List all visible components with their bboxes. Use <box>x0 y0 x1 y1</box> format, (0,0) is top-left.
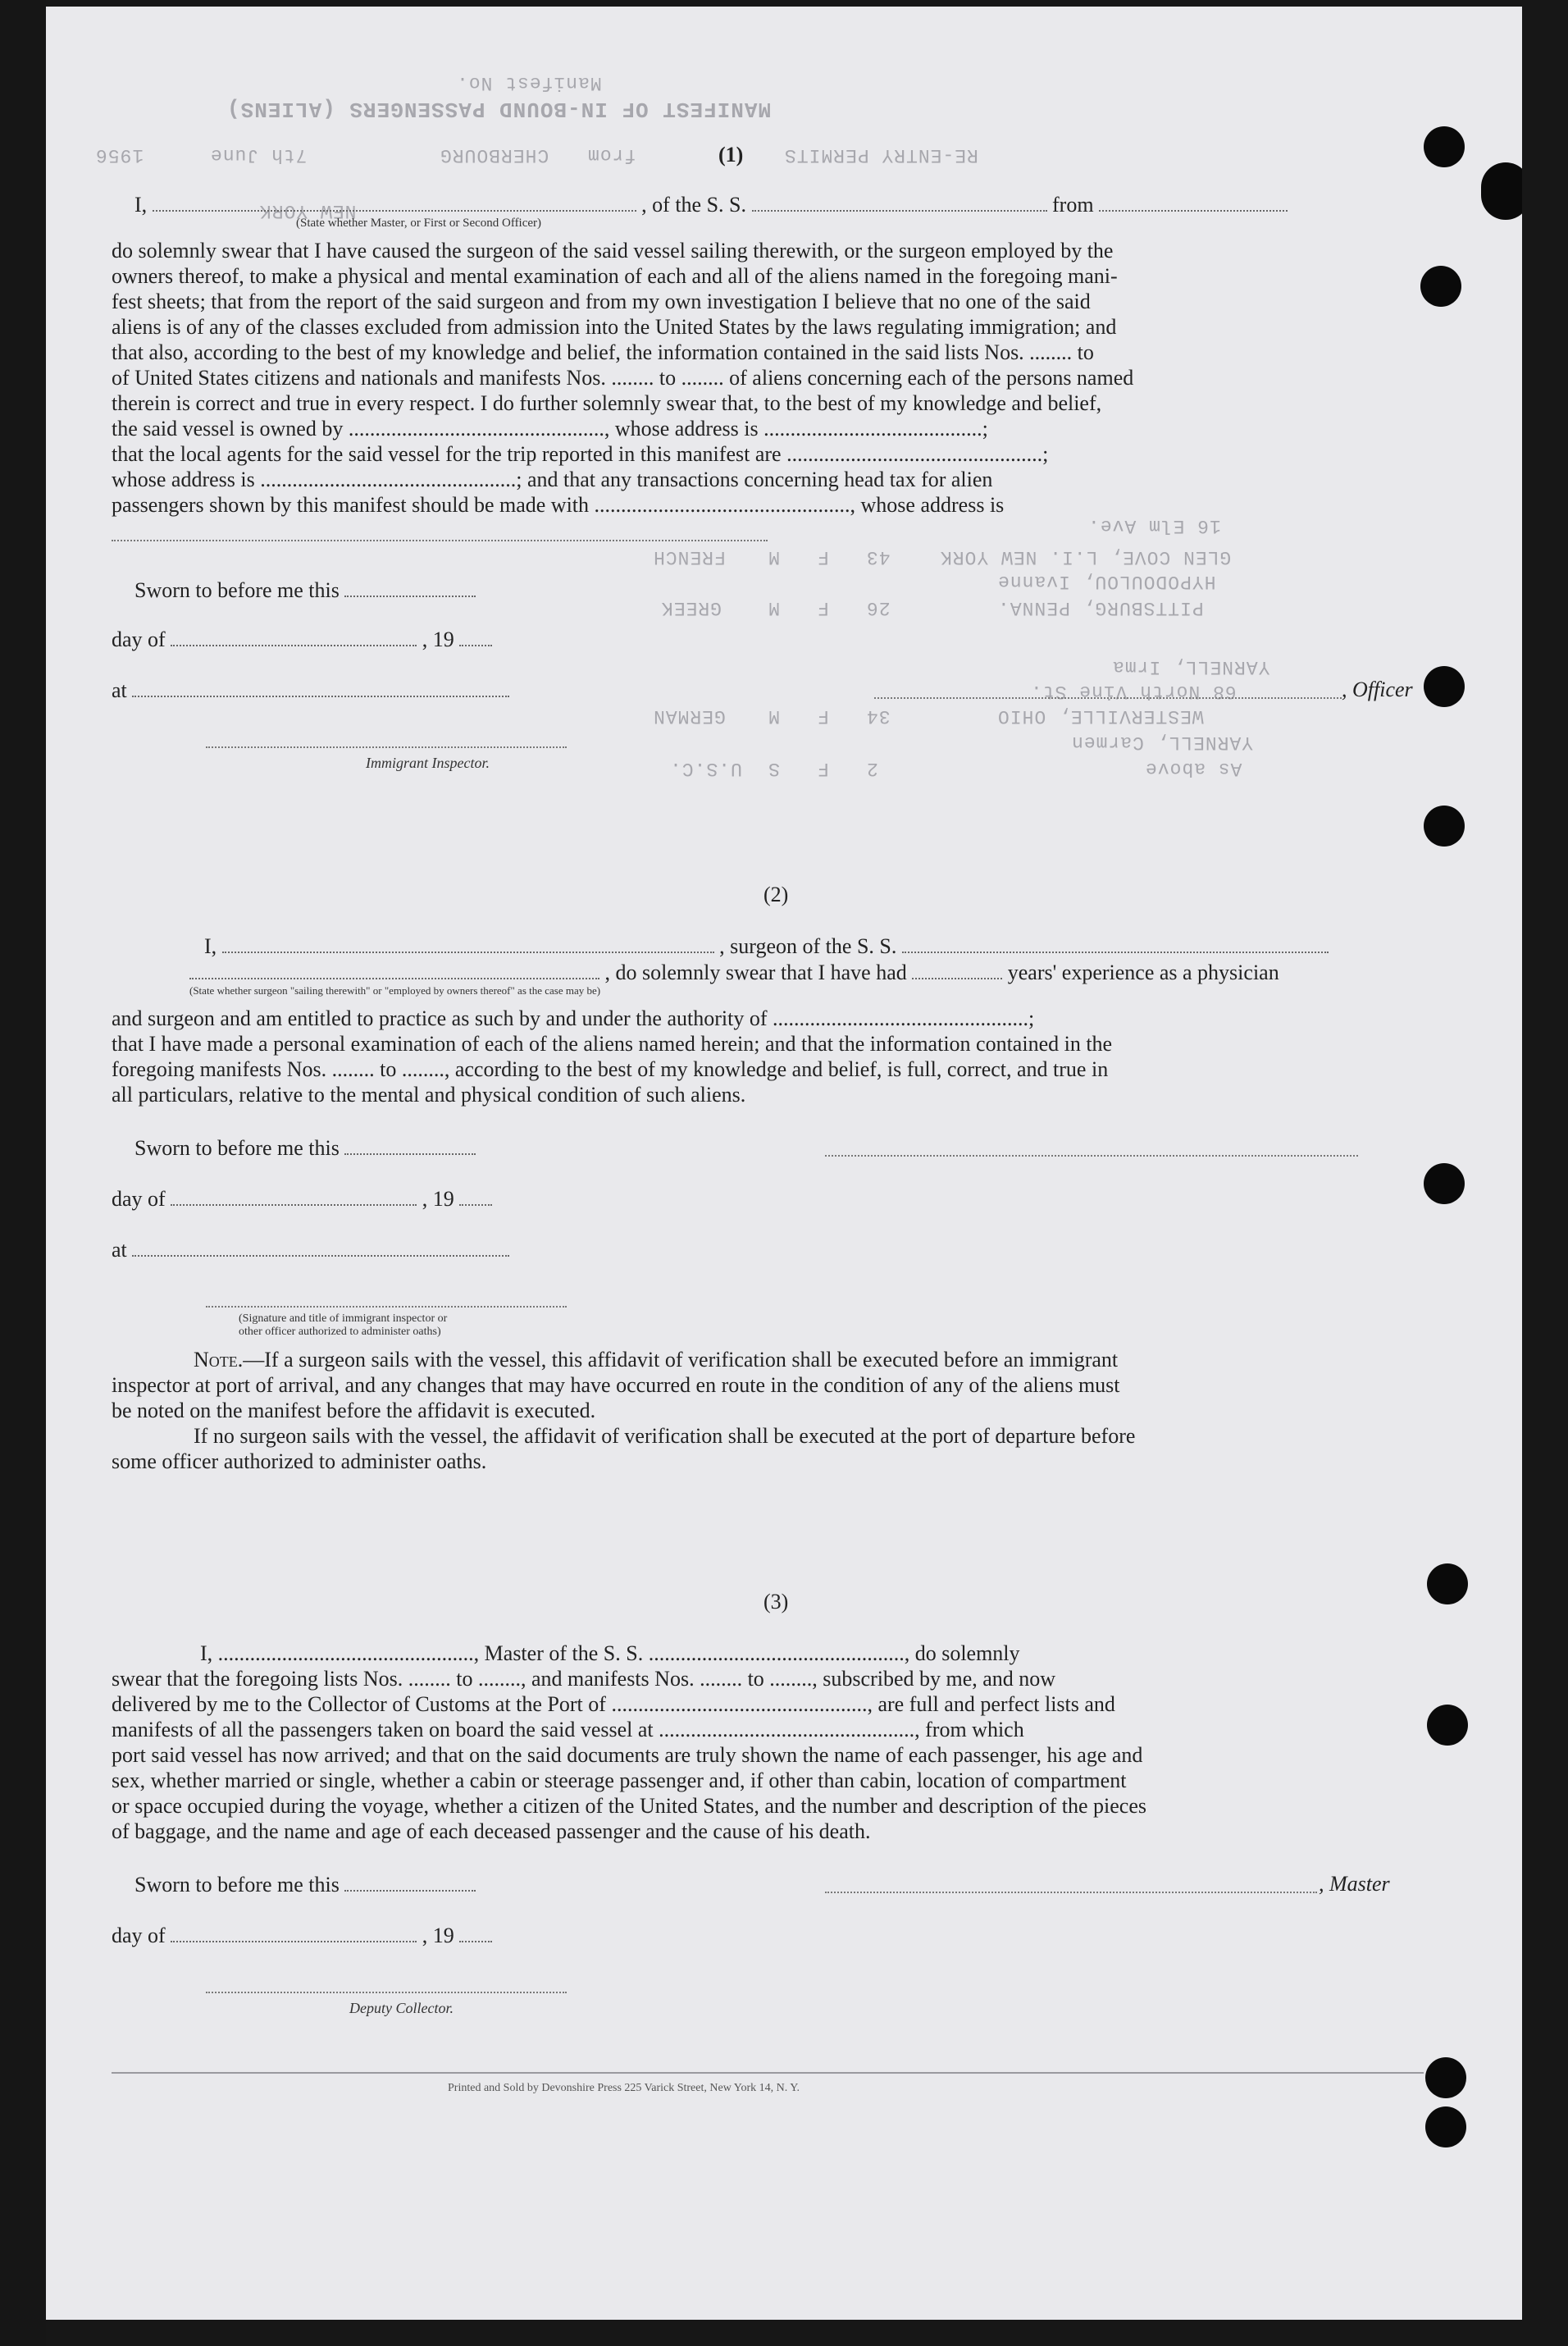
sworn-day-field[interactable] <box>344 577 476 597</box>
ghost-row-nation: GREEK <box>661 597 722 618</box>
nineteen-label: , 19 <box>422 1924 454 1947</box>
master-label: , Master <box>1319 1872 1390 1896</box>
ghost-row-place: PITTSBURG, PENNA. <box>997 597 1204 618</box>
section1-oath-line <box>134 192 1288 217</box>
footer-rule <box>112 2072 1424 2074</box>
section3-para-line: port said vessel has now arrived; and that on the said documents are truly shown the name of each passenger, his age and <box>112 1743 1143 1767</box>
surgeon-vessel-field[interactable] <box>902 933 1329 953</box>
section1-at-line <box>112 678 509 703</box>
section1-para-line: do solemnly swear that I have caused the surgeon of the said vessel sailing therewith, or the surgeon employed by the <box>112 239 1114 262</box>
ghost-row-sex: F <box>817 597 829 618</box>
ghost-row-place: 16 Elm Ave. <box>1087 515 1221 536</box>
day-of-field[interactable] <box>171 1923 417 1942</box>
section2-para-line: foregoing manifests Nos. ........ to ........, according to the best of my knowledge and belief, is full, correct, and true in <box>112 1057 1109 1081</box>
ghost-row-status: M <box>768 705 780 727</box>
ghost-row-age: 26 <box>866 597 891 618</box>
at-label: at <box>112 1238 127 1262</box>
year-field[interactable] <box>459 1923 492 1942</box>
section1-para-line: fest sheets; that from the report of the said surgeon and from my own investigation I believe that no one of the said <box>112 290 1091 313</box>
section1-day-line <box>112 627 492 652</box>
from-port-field[interactable] <box>1099 192 1288 212</box>
section2-i: I, <box>204 934 217 958</box>
sworn-label: Sworn to before me this <box>134 1136 340 1160</box>
ghost-ny: NEW YORK <box>259 200 357 221</box>
section2-note <box>112 1347 1424 1474</box>
section1-number: (1) <box>718 143 744 167</box>
sig-note-1: (Signature and title of immigrant inspector or <box>239 1312 448 1325</box>
section2-surgeon-note: (State whether surgeon "sailing therewith" or "employed by owners thereof" as the case may be) <box>189 984 601 997</box>
note-line: some officer authorized to administer oaths. <box>112 1449 487 1473</box>
ghost-row-status: S <box>768 758 780 779</box>
vessel-name-field[interactable] <box>752 192 1047 212</box>
ghost-row-age: 43 <box>866 546 891 568</box>
section1-para-line: of United States citizens and nationals and manifests Nos. ........ to ........ of aliens concerning each of the persons named <box>112 366 1134 390</box>
section3-para-line: delivered by me to the Collector of Customs at the Port of ................................................, are full and perfect lists and <box>112 1692 1115 1716</box>
section3-para-line: or space occupied during the voyage, whether a citizen of the United States, and the number and description of the pieces <box>112 1794 1147 1818</box>
section2-surgeon-line <box>204 933 1329 959</box>
punch-hole <box>1424 806 1465 847</box>
sig-note-2: other officer authorized to administer oaths) <box>239 1326 441 1338</box>
ghost-row-place: GLEN COVE, L.I. NEW YORK <box>940 546 1232 568</box>
ghost-date: 7th June <box>210 144 308 166</box>
officer-name-field[interactable] <box>153 192 636 212</box>
section1-para-line: aliens is of any of the classes excluded from admission into the United States by the laws regulating immigration; and <box>112 315 1117 339</box>
ghost-row-place: HYPODOULOU, Ivanne <box>997 571 1216 592</box>
ghost-manifest-no: Manifest No. <box>456 72 602 94</box>
section3-paragraph <box>112 1641 1424 1844</box>
section1-para-line: that the local agents for the said vessel for the trip reported in this manifest are ................................................; <box>112 442 1049 466</box>
section2-sworn-line <box>134 1135 476 1161</box>
collector-label: Deputy Collector. <box>349 2000 454 2016</box>
section1-para-line: the said vessel is owned by ................................................, whose address is .........................................; <box>112 417 988 440</box>
ghost-row-place: As above <box>1145 758 1242 779</box>
section1-para-line: passengers shown by this manifest should be made with ................................................, whose address is <box>112 493 1005 517</box>
ghost-row-place: 68 North Vine St. <box>1030 681 1237 702</box>
at-label: at <box>112 678 127 702</box>
nineteen-label: , 19 <box>422 1187 454 1211</box>
sworn-label: Sworn to before me this <box>134 578 340 602</box>
year-field[interactable] <box>459 627 492 646</box>
punch-hole <box>1424 1163 1465 1204</box>
section1-para-line: owners thereof, to make a physical and mental examination of each and all of the aliens named in the foregoing mani- <box>112 264 1118 288</box>
punch-hole <box>1424 666 1465 707</box>
section3-sworn-line <box>134 1872 476 1897</box>
ghost-from: from <box>587 144 636 166</box>
note-line: inspector at port of arrival, and any changes that may have occurred en route in the condition of any of the aliens must <box>112 1373 1120 1397</box>
surgeon-name-field[interactable] <box>222 933 714 953</box>
ghost-row-status: M <box>768 546 780 568</box>
ghost-row-place: YARNELL, Irma <box>1112 656 1270 678</box>
section1-officer-note: (State whether Master, or First or Second Officer) <box>296 217 542 230</box>
section1-para-line: whose address is ................................................; and that any transactions concerning head tax for alien <box>112 468 993 491</box>
day-of-field[interactable] <box>171 1186 417 1206</box>
section1-of-ss: , of the S. S. <box>641 193 747 217</box>
punch-hole <box>1427 1705 1468 1746</box>
day-of-label: day of <box>112 628 166 651</box>
section3-para-line: swear that the foregoing lists Nos. ........ to ........, and manifests Nos. ........ to ........, subscribed by me, and now <box>112 1667 1056 1691</box>
section3-number: (3) <box>763 1590 789 1613</box>
section2-para-line: and surgeon and am entitled to practice as such by and under the authority of ................................................; <box>112 1006 1035 1030</box>
section2-at-line <box>112 1237 509 1262</box>
collector-signature-field[interactable] <box>206 1992 567 1993</box>
years-experience-field[interactable] <box>912 960 1002 979</box>
officer-label: , Officer <box>1342 678 1413 701</box>
master-signature-field[interactable] <box>825 1892 1317 1893</box>
ghost-row-sex: F <box>817 758 829 779</box>
document-sheet <box>46 7 1522 2320</box>
punch-hole <box>1427 1563 1468 1604</box>
ghost-row-nation: FRENCH <box>653 546 726 568</box>
section2-surgeon-of: , surgeon of the S. S. <box>719 934 897 958</box>
note-line: If no surgeon sails with the vessel, the affidavit of verification shall be executed at the port of departure before <box>194 1424 1136 1448</box>
ghost-row-age: 2 <box>866 758 878 779</box>
section2-para-line: all particulars, relative to the mental and physical condition of such aliens. <box>112 1083 746 1107</box>
punch-hole <box>1481 162 1522 220</box>
year-field[interactable] <box>459 1186 492 1206</box>
punch-hole <box>1425 2057 1466 2098</box>
ghost-year: 1956 <box>95 144 144 166</box>
day-of-label: day of <box>112 1924 166 1947</box>
section1-sworn-line <box>134 577 476 603</box>
ghost-row-nation: GERMAN <box>653 705 726 727</box>
punch-hole <box>1424 126 1465 167</box>
section1-para-line: that also, according to the best of my knowledge and belief, the information contained in the said lists Nos. ........ to <box>112 340 1094 364</box>
ghost-row-place: WESTERVILLE, OHIO <box>997 705 1204 727</box>
section2-paragraph <box>112 1006 1424 1107</box>
ghost-row-sex: F <box>817 705 829 727</box>
note-line: be noted on the manifest before the affidavit is executed. <box>112 1399 596 1422</box>
ghost-row-age: 34 <box>866 705 891 727</box>
section2-number: (2) <box>763 883 789 906</box>
section2-para-line: that I have made a personal examination of each of the aliens named herein; and that the information contained in the <box>112 1032 1113 1056</box>
ghost-port: CHERBOURG <box>440 144 549 166</box>
scan-left-edge <box>0 0 46 2346</box>
section1-para-line: therein is correct and true in every respect. I do further solemnly swear that, to the best of my knowledge and belief, <box>112 391 1102 415</box>
nineteen-label: , 19 <box>422 628 454 651</box>
section3-para-line: sex, whether married or single, whether a cabin or steerage passenger and, if other than cabin, location of compartment <box>112 1769 1127 1792</box>
section1-i: I, <box>134 193 148 217</box>
surgeon-type-field[interactable] <box>189 960 599 979</box>
sworn-day-field[interactable] <box>344 1872 476 1892</box>
ghost-row-status: M <box>768 597 780 618</box>
section1-paragraph <box>112 238 1424 518</box>
ghost-row-sex: F <box>817 546 829 568</box>
sworn-day-field[interactable] <box>344 1135 476 1155</box>
sworn-label: Sworn to before me this <box>134 1873 340 1896</box>
officer-signature-field[interactable] <box>874 697 1342 699</box>
punch-hole <box>1425 2106 1466 2147</box>
inspector-label: Immigrant Inspector. <box>366 755 490 771</box>
section1-from: from <box>1052 193 1094 217</box>
section2-swear-line <box>189 960 1279 985</box>
ghost-row-place: YARNELL, Carmen <box>1071 732 1254 753</box>
section1-address-rule[interactable] <box>112 540 768 541</box>
day-of-label: day of <box>112 1187 166 1211</box>
section3-para-line: of baggage, and the name and age of each deceased passenger and the cause of his death. <box>112 1819 871 1843</box>
ghost-manifest-title: MANIFEST OF IN-BOUND PASSENGERS (ALIENS) <box>226 97 772 121</box>
section2-swear: , do solemnly swear that I have had <box>604 961 907 984</box>
day-of-field[interactable] <box>171 627 417 646</box>
inspector-signature-field[interactable] <box>206 1306 567 1308</box>
at-place-field[interactable] <box>132 678 509 697</box>
ghost-reentry: RE-ENTRY PERMITS <box>784 144 978 166</box>
punch-hole <box>1420 266 1461 307</box>
note-label: Note. <box>194 1348 244 1372</box>
ghost-row-nation: U.S.C. <box>669 758 742 779</box>
inspector-signature-field[interactable] <box>206 746 567 748</box>
section3-para-line: manifests of all the passengers taken on board the said vessel at ................................................, from which <box>112 1718 1024 1741</box>
section3-para-line: I, ................................................, Master of the S. S. ................................................, do solemnly <box>200 1641 1020 1665</box>
at-place-field[interactable] <box>132 1237 509 1257</box>
section2-years: years' experience as a physician <box>1007 961 1279 984</box>
section2-day-line <box>112 1186 492 1212</box>
surgeon-signature-field[interactable] <box>825 1155 1358 1157</box>
printer-footer: Printed and Sold by Devonshire Press 225 Varick Street, New York 14, N. Y. <box>448 2082 800 2094</box>
note-line: —If a surgeon sails with the vessel, this affidavit of verification shall be executed before an immigrant <box>243 1348 1119 1372</box>
section3-day-line <box>112 1923 492 1948</box>
